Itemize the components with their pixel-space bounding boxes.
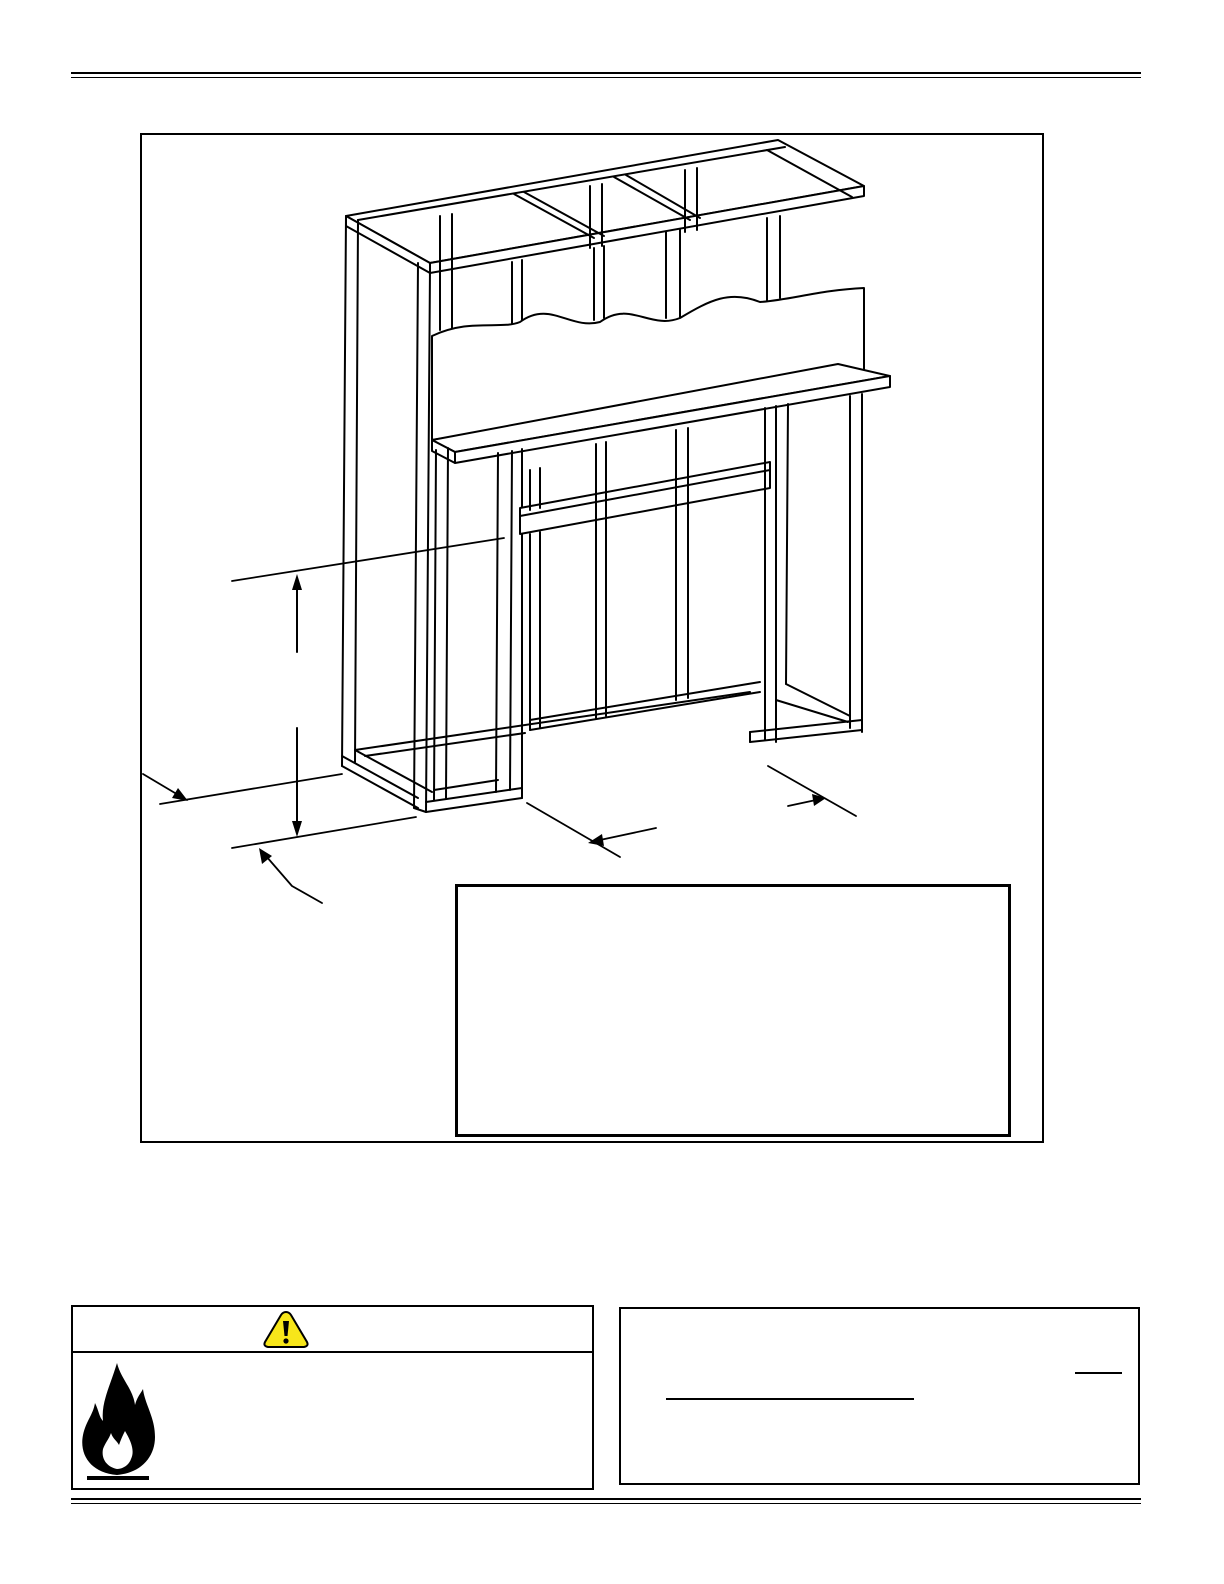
figure-note-box xyxy=(455,884,1011,1137)
opening-header xyxy=(520,462,770,534)
bottom-rule-thin xyxy=(71,1503,1141,1504)
info-underline-long xyxy=(666,1398,914,1400)
dim-leader-opening-right xyxy=(768,766,856,816)
dim-leader-wall-base xyxy=(160,774,342,804)
warning-box xyxy=(71,1305,594,1490)
dim-leader-upper xyxy=(232,538,504,581)
flammable-flame-icon xyxy=(77,1359,159,1481)
dim-leader-opening-left xyxy=(527,803,620,857)
warning-header xyxy=(73,1307,592,1353)
bottom-rule-thick xyxy=(71,1498,1141,1500)
warning-triangle-icon xyxy=(262,1309,310,1349)
info-underline-short xyxy=(1075,1372,1122,1374)
dim-leader-floor xyxy=(232,817,416,848)
info-box xyxy=(619,1307,1140,1485)
